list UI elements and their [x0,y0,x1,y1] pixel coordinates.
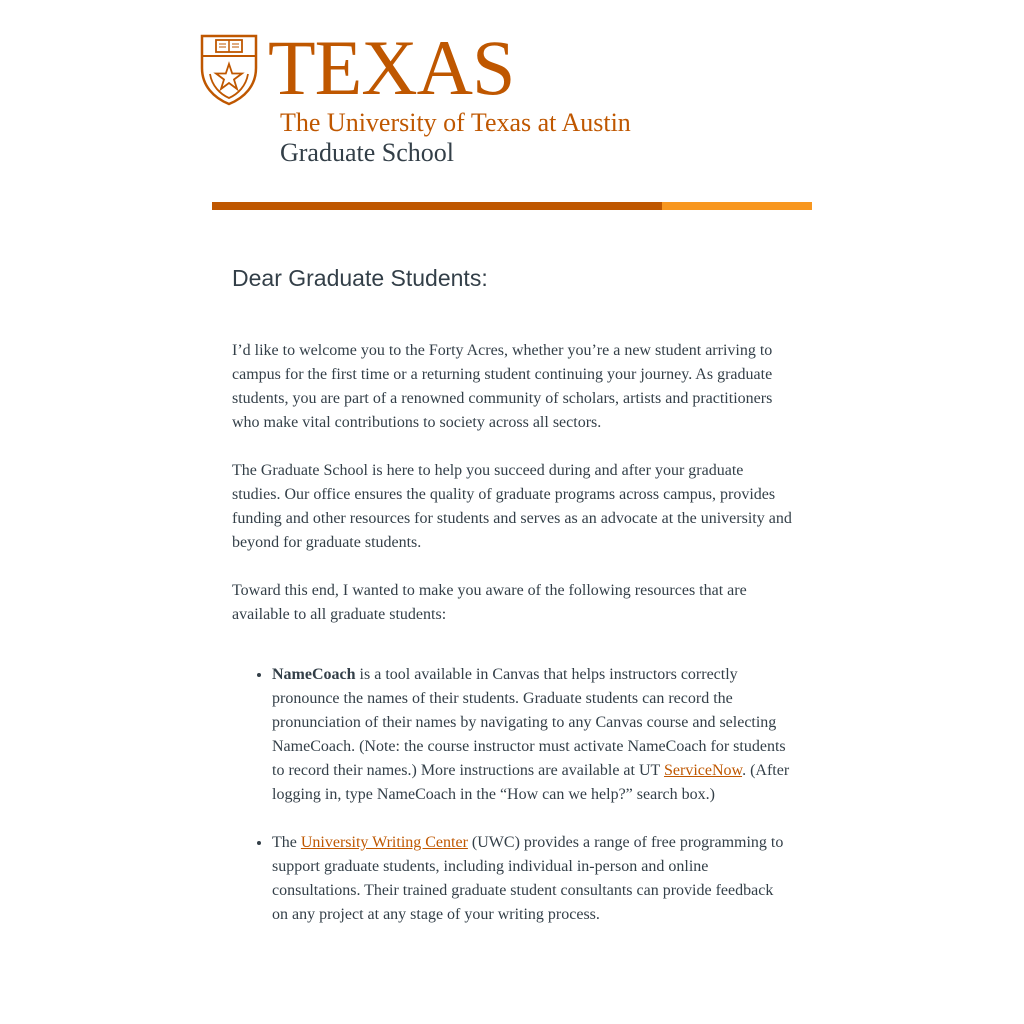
uwc-text-after: (UWC) provides a range of free programming to support graduate students, including individual in-person and online consultations. Their trained graduate student consultants can provide feedback on any project at any stage of your writing process. [272,834,784,923]
list-item-namecoach [272,663,792,807]
resource-list [232,663,792,927]
texas-wordmark: TEXAS [268,24,515,111]
ut-shield-icon [200,34,258,106]
namecoach-title: NameCoach [272,666,356,683]
letter-body [232,262,792,951]
namecoach-text: is a tool available in Canvas that helps instructors correctly pronounce the names of their students. Graduate students can record the pronunciation of their names by navigating to any Canvas course and selecting NameCoach. (Note: the course instructor must activate NameCoach for students to record their names.) More instructions are available at UT [272,666,786,779]
header-divider [212,202,812,210]
university-writing-center-link[interactable]: University Writing Center [300,834,468,851]
university-name: The University of Texas at Austin [280,108,631,137]
namecoach-text-after: . (After logging in, type NameCoach in the “How can we help?” search box.) [272,762,790,803]
list-item-writing-center [272,831,792,927]
greeting: Dear Graduate Students: [232,265,488,291]
graduate-school-name: Graduate School [280,138,455,167]
paragraph-graduate-school: The Graduate School is here to help you succeed during and after your graduate studies. Our office ensures the quality of graduate programs across campus, provides funding and other resources for students and serves as an advocate at the university and beyond for graduate students. [232,462,792,551]
paragraph-resources-intro: Toward this end, I wanted to make you aware of the following resources that are available to all graduate students: [232,582,747,623]
divider-burnt-orange [212,202,662,210]
ut-graduate-school-logo [200,24,660,174]
paragraph-welcome: I’d like to welcome you to the Forty Acres, whether you’re a new student arriving to campus for the first time or a returning student continuing your journey. As graduate students, you are part of a renowned community of scholars, artists and practitioners who make vital contributions to society across all sectors. [232,342,773,431]
divider-light-orange [662,202,812,210]
uwc-text-before: The [272,834,301,851]
servicenow-link[interactable]: ServiceNow [664,762,743,779]
